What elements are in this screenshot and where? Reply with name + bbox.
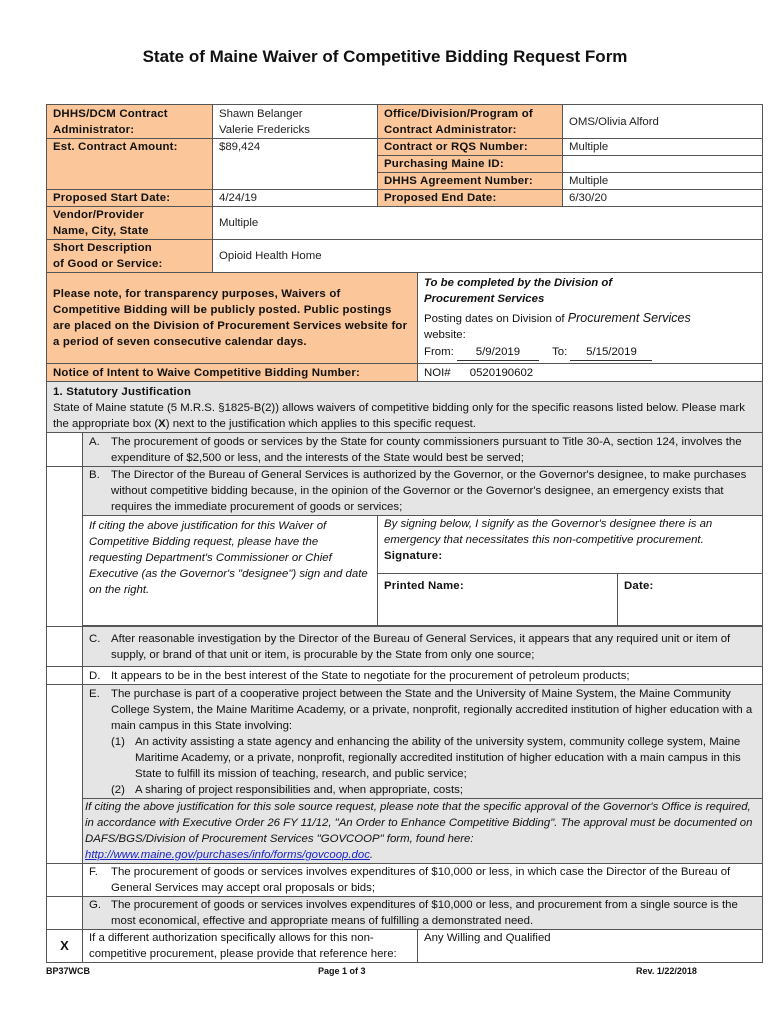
checkbox-g[interactable]: [47, 897, 83, 930]
contract-admin-value[interactable]: Shawn Belanger Valerie Fredericks: [213, 105, 378, 139]
procurement-posting-box: [418, 273, 763, 364]
checkbox-e[interactable]: [47, 685, 83, 864]
emergency-side-note: If citing the above justification for this Waiver of Competitive Bidding request, please have the requesting Department's Commissioner or Chief Executive (as the Governor's "designee") sign and date on the right.: [83, 516, 378, 626]
posting-dates-row: From: 5/9/2019 To: 5/15/2019: [424, 344, 756, 361]
option-g: G. The procurement of goods or services involves expenditures of $10,000 or less, and procurement from a single source is the most economical, effective and appropriate means of fulfilling a demonstrated need.: [83, 897, 763, 930]
other-authorization-text: If a different authorization specifically allows for this non-competitive procurement, please provide that reference here:: [83, 930, 418, 963]
purchasing-label: Purchasing Maine ID:: [378, 156, 563, 173]
govcoop-form-link[interactable]: http://www.maine.gov/purchases/info/forms/govcoop.doc: [85, 849, 370, 861]
contract-admin-label: DHHS/DCM Contract Administrator:: [47, 105, 213, 139]
rqs-label: Contract or RQS Number:: [378, 139, 563, 156]
est-amount-label: Est. Contract Amount:: [47, 139, 213, 190]
emergency-signature-box: [378, 516, 763, 574]
option-e: E. The purchase is part of a cooperative project between the State and the University of Maine System, the Maine Community College System, the Maine Maritime Academy, or a private, nonprofit, regionally accredited institution of higher education with a main campus in this State involving: (1) An activity assisting a state agency and enhancing the ability of the university system, community college system, Maine Maritime Academy, or a private, nonprofit, regionally accredited institution of higher education with a main campus in this State to fulfill its mission of teaching, research, and public service; (2) A sharing of project responsibilities and, when appropriate, costs; If citing the above justification for this sole source request, please note that the specific approval of the Governor's Office is required, in accordance with Executive Order 26 FY 11/12, "An Order to Enhance Competitive Bidding". The approval must be documented on DAFS/BGS/Division of Procurement Services "GOVCOOP" form, found here: http://www.maine.gov/purchases/info/forms/govcoop.doc.: [83, 685, 763, 864]
checkbox-b[interactable]: [47, 467, 83, 627]
description-label: Short Description of Good or Service:: [47, 240, 213, 273]
other-authorization-value[interactable]: Any Willing and Qualified: [418, 930, 763, 963]
option-f: F. The procurement of goods or services involves expenditures of $10,000 or less, in which case the Director of the Bureau of General Services may accept oral proposals or bids;: [83, 864, 763, 897]
office-label: Office/Division/Program of Contract Administrator:: [378, 105, 563, 139]
rqs-value[interactable]: Multiple: [563, 139, 763, 156]
printed-name-field[interactable]: Printed Name:: [378, 574, 618, 626]
end-date-value[interactable]: 6/30/20: [563, 190, 763, 207]
vendor-value[interactable]: Multiple: [213, 207, 763, 240]
checkbox-other-marked[interactable]: X: [47, 930, 83, 963]
option-b: B. The Director of the Bureau of General Services is authorized by the Governor, or the Governor's designee, to make purchases without competitive bidding because, in the opinion of the Governor or the Governor's designee, an emergency exists that requires the immediate procurement of goods or services;: [83, 467, 763, 516]
division-heading: To be completed by the Division of Procurement Services: [424, 277, 613, 305]
agreement-value[interactable]: Multiple: [563, 173, 763, 190]
cooperative-approval-note: If citing the above justification for this sole source request, please note that the specific approval of the Governor's Office is required, in accordance with Executive Order 26 FY 11/12, "An Order to Enhance Competitive Bidding". The approval must be documented on DAFS/BGS/Division of Procurement Services "GOVCOOP" form, found here: http://www.maine.gov/purchases/info/forms/govcoop.doc.: [83, 798, 762, 863]
checkbox-c[interactable]: [47, 627, 83, 667]
signature-label: Signature:: [384, 550, 443, 562]
date-field[interactable]: Date:: [618, 574, 763, 626]
purchasing-value[interactable]: [563, 156, 763, 173]
option-a: A. The procurement of goods or services by the State for county commissioners pursuant to Title 30-A, section 124, involves the expenditure of $2,500 or less, and the interests of the State would best be served;: [83, 433, 763, 467]
form-title: State of Maine Waiver of Competitive Bidding Request Form: [142, 47, 628, 66]
noi-field[interactable]: NOI# 0520190602: [418, 364, 763, 382]
to-date-field[interactable]: 5/15/2019: [570, 344, 652, 361]
start-date-label: Proposed Start Date:: [47, 190, 213, 207]
from-date-field[interactable]: 5/9/2019: [457, 344, 539, 361]
option-c: C. After reasonable investigation by the Director of the Bureau of General Services, it appears that any required unit or item of supply, or brand of that unit or item, is procurable by the State from only one source;: [83, 627, 763, 667]
transparency-notice: Please note, for transparency purposes, Waivers of Competitive Bidding will be publicly posted. Public postings are placed on the Division of Procurement Services website for a period of seven consecutive calendar days.: [47, 273, 418, 364]
noi-label: Notice of Intent to Waive Competitive Bidding Number:: [47, 364, 418, 382]
office-value[interactable]: OMS/Olivia Alford: [563, 105, 763, 139]
statutory-justification-header: 1. Statutory Justification State of Maine statute (5 M.R.S. §1825-B(2)) allows waivers of competitive bidding only for the specific reasons listed below. Please mark the appropriate box (X) next to the justification which applies to this specific request.: [47, 382, 763, 433]
agreement-label: DHHS Agreement Number:: [378, 173, 563, 190]
vendor-label: Vendor/Provider Name, City, State: [47, 207, 213, 240]
footer-form-code: BP37WCB: [46, 966, 91, 976]
start-date-value[interactable]: 4/24/19: [213, 190, 378, 207]
est-amount-value[interactable]: $89,424: [213, 139, 378, 190]
end-date-label: Proposed End Date:: [378, 190, 563, 207]
description-value[interactable]: Opioid Health Home: [213, 240, 763, 273]
designee-statement: By signing below, I signify as the Governor's designee there is an emergency that necessitates this non-competitive procurement.: [384, 518, 713, 546]
footer-page-number: Page 1 of 3: [318, 966, 366, 976]
posting-dates-label: Posting dates on Division of Procurement Services website:: [424, 311, 691, 341]
waiver-form-table: [46, 104, 763, 963]
checkbox-d[interactable]: [47, 667, 83, 685]
checkbox-f[interactable]: [47, 864, 83, 897]
checkbox-a[interactable]: [47, 433, 83, 467]
footer-revision: Rev. 1/22/2018: [636, 966, 697, 976]
option-d: D. It appears to be in the best interest of the State to negotiate for the procurement of petroleum products;: [83, 667, 763, 685]
